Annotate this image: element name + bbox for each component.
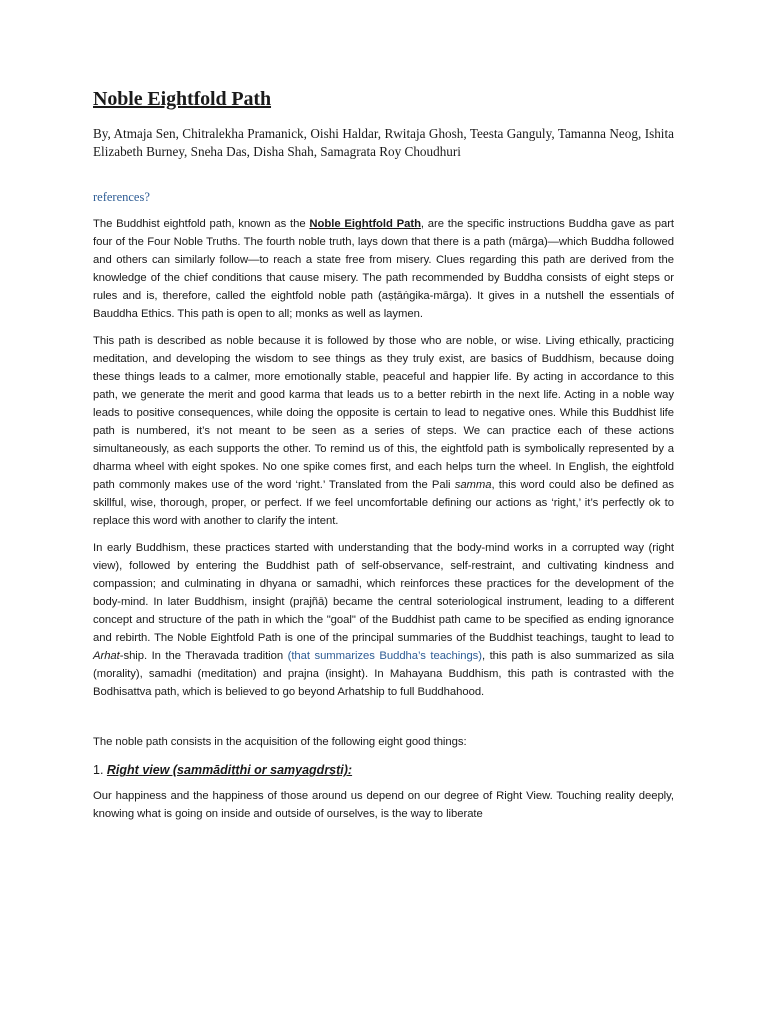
author-list: By, Atmaja Sen, Chitralekha Pramanick, Oishi Haldar, Rwitaja Ghosh, Teesta Ganguly, Tamanna Neog, Ishita Elizabeth Burney, Sneha Das, Disha Shah, Samagrata Roy Choudhuri — [93, 126, 674, 159]
p2-text-rest: , this word could also be defined as skillful, wise, thorough, proper, or perfect. If we feel uncomfortable defining our actions as ‘right,’ it’s perfectly ok to replace this word with another to clarify the intent. — [93, 478, 674, 527]
step-1-number: 1. — [93, 763, 107, 778]
noble-eightfold-path-term: Noble Eightfold Path — [309, 218, 421, 230]
spacer — [93, 712, 674, 734]
paragraph-early-buddhism — [93, 540, 674, 701]
samma-term: samma — [454, 478, 492, 491]
document-title: Noble Eightfold Path — [93, 88, 272, 110]
paragraph-intro — [93, 216, 674, 323]
arhat-term: Arhat — [93, 649, 120, 662]
p1-text: The Buddhist eightfold path, known as the — [93, 218, 310, 230]
step-1-heading — [93, 761, 674, 779]
p1-text-rest: , are the specific instructions Buddha gave as part four of the Four Noble Truths. The fourth noble truth, lays down that there is a path (mārga)—which Buddha followed and others can similarly follow—to reach a state free from misery. Clues regarding this path are derived from the knowledge of the chief conditions that cause misery. The path recommended by Buddha consists of eight steps or rules and is, therefore, called the eightfold noble path (aṣṭāṅgika-mārga). It gives in a nutshell the essentials of Bauddha Ethics. This path is open to all; monks as well as laymen. — [93, 218, 674, 320]
p2-text: This path is described as noble because it is followed by those who are noble, or wise. Living ethically, practicing meditation, and developing the wisdom to see things as they truly exist, are basics of Buddhism, because doing these things leads to a calmer, more emotionally stable, peaceful and happier life. By acting in accordance to this path, we generate the merit and good karma that leads us to a better rebirth in the next life. Acting in a noble way leads to positive consequences, while doing the opposite is certain to lead to negative ones. While this Buddhist life path is numbered, it’s not meant to be seen as a series of steps. We can practice each of these actions simultaneously, as each supports the other. To remind us of this, the eightfold path is symbolically represented by a dharma wheel with eight spokes. No one spike comes first, and each helps turn the wheel. In English, the eightfold path commonly makes use of the word ‘right.’ Translated from the Pali — [93, 335, 674, 491]
paragraph-noble — [93, 333, 674, 530]
paragraph-right-view: Our happiness and the happiness of those around us depend on our degree of Right View. Touching reality deeply, knowing what is going on inside and outside of ourselves, is the way to liberate — [93, 790, 674, 821]
references-link[interactable]: references? — [93, 190, 150, 204]
teachings-link[interactable]: (that summarizes Buddha’s teachings) — [287, 649, 482, 662]
p3-text: In early Buddhism, these practices started with understanding that the body-mind works in a corrupted way (right view), followed by entering the Buddhist path of self-observance, self-restraint, and cultivating kindness and compassion; and culminating in dhyana or samadhi, which reinforces these practices for the development of the body-mind. In later Buddhism, insight (prajñā) became the central soteriological instrument, leading to a different concept and structure of the path in which the "goal" of the Buddhist path came to be specified as ending ignorance and rebirth. The Noble Eightfold Path is one of the principal summaries of the Buddhist teachings, taught to lead to — [93, 542, 674, 644]
paragraph-eight-things: The noble path consists in the acquisition of the following eight good things: — [93, 735, 467, 748]
step-1-label: Right view (sammādiṭṭhi or samyagdṛṣṭi): — [106, 763, 353, 778]
p3-text-mid: -ship. In the Theravada tradition — [119, 649, 288, 662]
p3-text-rest: , this path is also summarized as sila (morality), samadhi (meditation) and prajna (insight). In Mahayana Buddhism, this path is contrasted with the Bodhisattva path, which is believed to go beyond Arhatship to full Buddhahood. — [93, 649, 674, 698]
